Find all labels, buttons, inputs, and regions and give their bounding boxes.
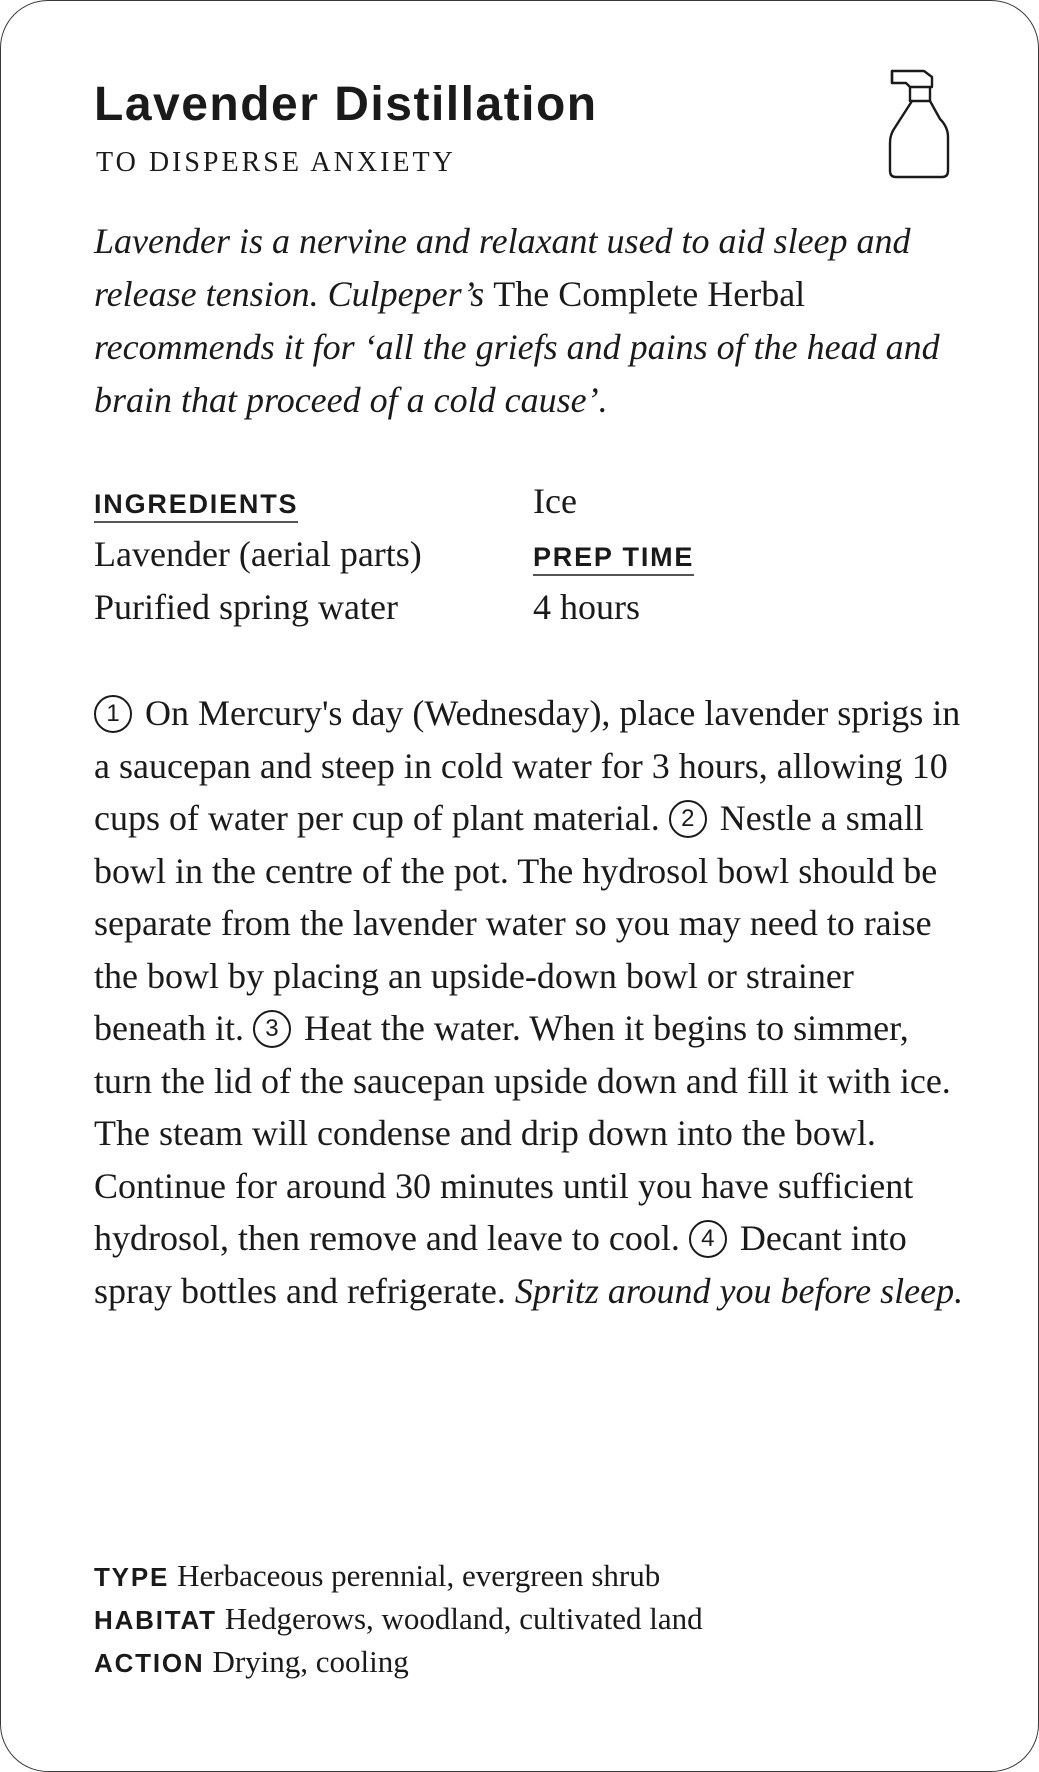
closing-note: Spritz around you before sleep. xyxy=(514,1270,964,1311)
action-label: ACTION xyxy=(94,1648,205,1678)
habitat-label: HABITAT xyxy=(94,1605,217,1635)
spray-bottle-icon xyxy=(886,67,952,179)
method-steps xyxy=(94,687,974,1317)
card-subtitle: TO DISPERSE ANXIETY xyxy=(96,147,456,178)
ingredients-label: INGREDIENTS xyxy=(94,487,298,523)
intro-text-1: Lavender is a nervine and relaxant used to aid sleep and release tension. Culpeper’s xyxy=(94,221,911,314)
prep-time-value: 4 hours xyxy=(533,587,640,627)
book-title: The Complete Herbal xyxy=(493,274,806,314)
ingredients-prep-column xyxy=(533,475,694,634)
step-text: Decant into spray bottles and refrigerate. xyxy=(94,1218,907,1311)
step-text: Nestle a small bowl in the centre of the pot. The hydrosol bowl should be separate from the lavender water so you may need to raise the bowl by placing an upside-down bowl or strainer beneath it. xyxy=(94,798,938,1048)
ingredient-item: Lavender (aerial parts) xyxy=(94,534,422,574)
intro-paragraph xyxy=(94,215,964,427)
plant-metadata xyxy=(94,1555,703,1684)
type-value: Herbaceous perennial, evergreen shrub xyxy=(177,1558,661,1593)
prep-time-label: PREP TIME xyxy=(533,540,694,576)
intro-text-2: recommends it for ‘all the griefs and pains of the head and brain that proceed of a cold cause’. xyxy=(94,327,940,420)
habitat-value: Hedgerows, woodland, cultivated land xyxy=(224,1601,703,1636)
step-number-badge: 4 xyxy=(689,1220,727,1258)
step-number-badge: 2 xyxy=(669,800,707,838)
card-title: Lavender Distillation xyxy=(94,78,598,131)
ingredient-item: Ice xyxy=(533,481,577,521)
step-text: Heat the water. When it begins to simmer, turn the lid of the saucepan upside down and fill it with ice. The steam will condense and drip down into the bowl. Continue for around 30 minutes until you have sufficient hydrosol, then remove and leave to cool. xyxy=(94,1008,951,1258)
step-text: On Mercury's day (Wednesday), place lavender sprigs in a saucepan and steep in cold water for 3 hours, allowing 10 cups of water per cup of plant material. xyxy=(94,693,961,838)
type-label: TYPE xyxy=(94,1562,170,1592)
ingredient-item: Purified spring water xyxy=(94,587,398,627)
ingredients-list xyxy=(94,475,422,634)
action-value: Drying, cooling xyxy=(212,1644,409,1679)
step-number-badge: 3 xyxy=(253,1010,291,1048)
step-number-badge: 1 xyxy=(94,695,132,733)
